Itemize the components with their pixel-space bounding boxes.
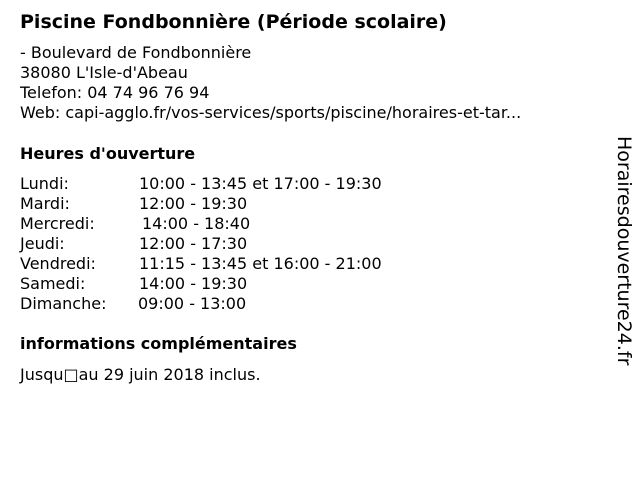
hours-day: Mercredi: [20, 214, 95, 233]
hours-day: Vendredi: [20, 254, 96, 273]
hours-day: Samedi: [20, 274, 86, 293]
hours-time: 14:00 - 19:30 [139, 274, 248, 293]
address-web: Web: capi-agglo.fr/vos-services/sports/piscine/horaires-et-tar... [20, 103, 522, 122]
address-block [20, 43, 521, 123]
page-title: Piscine Fondbonnière (Période scolaire) [20, 11, 447, 33]
hours-day: Dimanche: [20, 294, 107, 313]
opening-hours-heading: Heures d'ouverture [20, 144, 196, 163]
hours-time: 12:00 - 19:30 [139, 194, 248, 213]
hours-day: Jeudi: [20, 234, 65, 253]
hours-day: Mardi: [20, 194, 70, 213]
address-city: 38080 L'Isle-d'Abeau [20, 63, 188, 82]
hours-time: 14:00 - 18:40 [142, 214, 251, 233]
hours-time: 11:15 - 13:45 et 16:00 - 21:00 [139, 254, 382, 273]
hours-time: 09:00 - 13:00 [138, 294, 247, 313]
address-street: - Boulevard de Fondbonnière [20, 43, 252, 62]
hours-time: 12:00 - 17:30 [139, 234, 248, 253]
additional-info-text: Jusqu□au 29 juin 2018 inclus. [20, 365, 261, 384]
additional-info-heading: informations complémentaires [20, 334, 297, 353]
hours-time: 10:00 - 13:45 et 17:00 - 19:30 [139, 174, 382, 193]
site-watermark: Horairesdouverture24.fr [613, 136, 635, 366]
hours-day: Lundi: [20, 174, 69, 193]
address-phone: Telefon: 04 74 96 76 94 [20, 83, 210, 102]
